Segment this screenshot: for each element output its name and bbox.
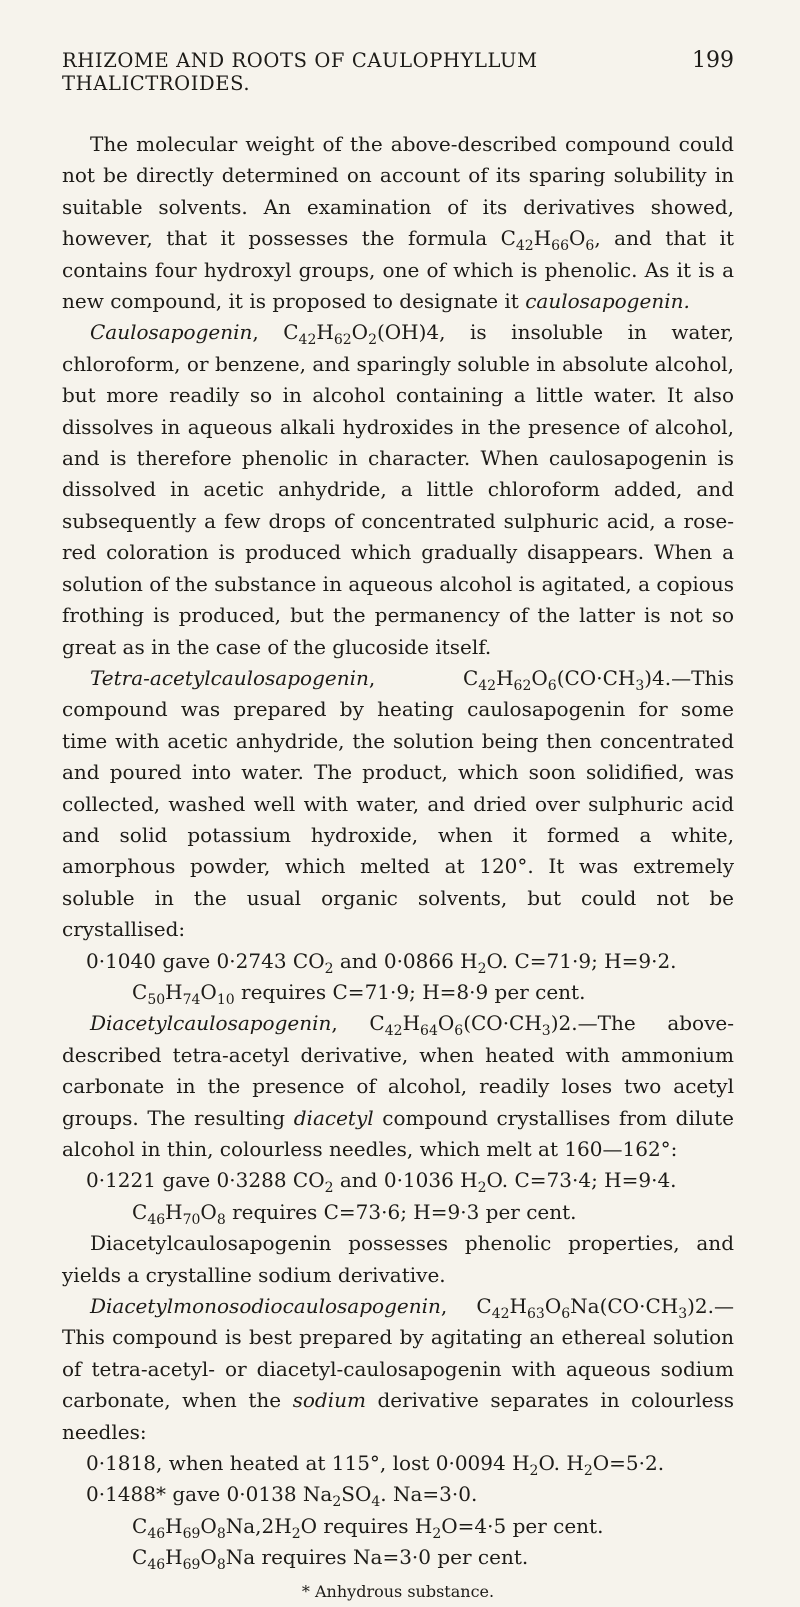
running-header [62, 48, 734, 95]
footnote: * Anhydrous substance. [301, 1581, 495, 1601]
paragraph-phenolic: Diacetylcaulosapogenin possesses phenolic properties, and yields a crystalline sodium derivative. [62, 1231, 734, 1287]
paragraph-intro: The molecular weight of the above-described compound could not be directly determined on account of its sparing solubility in suitable solvents. An examination of its derivatives showed, however, that it possesses the formula $C_{42}H_{66}O_6$, and that it contains four hydroxyl groups, one of which is phenolic. As it is a new compound, it is proposed to designate it caulosapogenin. [62, 132, 734, 314]
article-body [62, 129, 734, 1607]
running-title: RHIZOME AND ROOTS OF CAULOPHYLLUM THALICTROIDES. [62, 49, 538, 95]
page-number: 199 [692, 48, 734, 73]
paragraph-caulosapogenin: Caulosapogenin, $C_{42}H_{62}O_2(OH)4$, is insoluble in water, chloroform, or benzene, and sparingly soluble in absolute alcohol, but more readily so in alcohol containing a little water. It also dissolves in aqueous alkali hydroxides in the presence of alcohol, and is therefore phenolic in character. When caulosapogenin is dissolved in acetic anhydride, a little chloroform added, and subsequently a few drops of concentrated sulphuric acid, a rose-red coloration is produced which gradually disappears. When a solution of the substance in aqueous alcohol is agitated, a copious frothing is produced, but the permanency of the latter is not so great as in the case of the glucoside itself. [62, 320, 734, 659]
requires-line-1: $C_{50}H_{74}O_{10}$ requires C=71·9; H=8·9 per cent. [132, 979, 586, 1008]
analysis-line-3: 0·1818, when heated at 115°, lost 0·0094 $H_2O$. $H_2O=5\cdot 2$. [86, 1451, 665, 1479]
requires-line-3: $C_{46}H_{69}O_8Na,2H_2O$ requires $H_2O=4\cdot 5$ per cent. [132, 1513, 604, 1542]
analysis-line-4: 0·1488* gave 0·0138 $Na_2SO_4$. Na=3·0. [86, 1482, 478, 1511]
analysis-line-1: 0·1040 gave 0·2743 $CO_2$ and 0·0866 $H_2O$. C=71·9; H=9·2. [86, 948, 677, 977]
requires-line-4: $C_{46}H_{69}O_8Na$ requires Na=3·0 per cent. [132, 1545, 529, 1574]
paragraph-tetra-acetyl: Tetra-acetylcaulosapogenin, $C_{42}H_{62}O_6(CO\cdot CH_3)4.—This$ compound was prepared by heating caulosapogenin for some time with acetic anhydride, the solution being then concentrated and poured into water. The product, which soon solidified, was collected, washed well with water, and dried over sulphuric acid and solid potassium hydroxide, when it formed a white, amorphous powder, which melted at 120°. It was extremely soluble in the usual organic solvents, but could not be crystallised: [62, 665, 734, 942]
paragraph-diacetyl: Diacetylcaulosapogenin, $C_{42}H_{64}O_6(CO\cdot CH_3)2.—The$ above-described tetra-acetyl derivative, when heated with ammonium carbonate in the presence of alcohol, readily loses two acetyl groups. The resulting diacetyl compound crystallises from dilute alcohol in thin, colourless needles, which melt at 160—162°: [62, 1011, 734, 1161]
requires-line-2: $C_{46}H_{70}O_8$ requires C=73·6; H=9·3 per cent. [132, 1199, 577, 1228]
analysis-line-2: 0·1221 gave 0·3288 $CO_2$ and 0·1036 $H_2O$. C=73·4; H=9·4. [86, 1168, 677, 1197]
paragraph-sodio: Diacetylmonosodiocaulosapogenin, $C_{42}H_{63}O_6Na(CO\cdot CH_3)2.—This$ compound is best prepared by agitating an ethereal solution of tetra-acetyl- or diacetyl-caulosapogenin with aqueous sodium carbonate, when the sodium derivative separates in colourless needles: [62, 1294, 735, 1444]
